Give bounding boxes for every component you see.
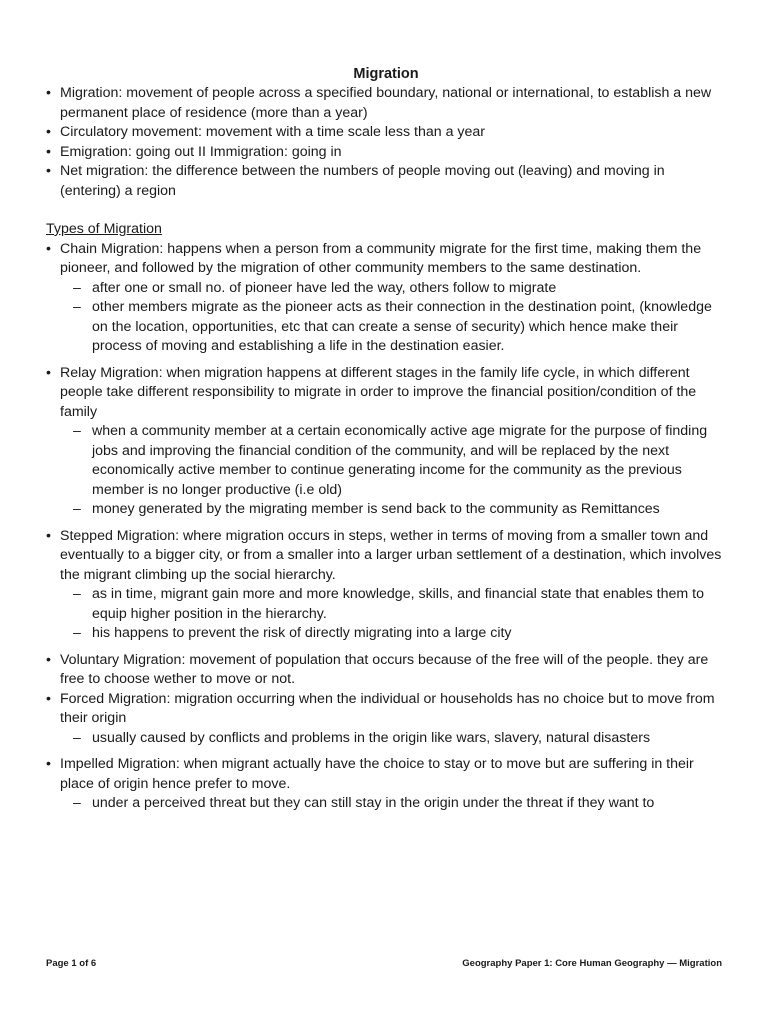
sub-list [60,422,726,520]
sub-list [60,729,726,749]
type-item-relay [46,364,726,520]
intro-item-net-migration: • Net migration: the difference between the numbers of people moving out (leaving) and moving in (entering) a region [46,162,726,201]
types-list [46,240,726,814]
sub-item: – as in time, migrant gain more and more knowledge, skills, and financial state that enables them to equip higher position in the hierarchy. [60,585,726,624]
type-text: Stepped Migration: where migration occurs in steps, wether in terms of moving from a smaller town and eventually to a bigger city, or from a smaller into a larger urban settlement of a destination, which involves the migrant climbing up the social hierarchy. [60,527,722,583]
intro-item-circulatory: • Circulatory movement: movement with a time scale less than a year [46,123,726,143]
intro-item-migration: • Migration: movement of people across a specified boundary, national or international, to establish a new permanent place of residence (more than a year) [46,84,726,123]
intro-list [46,84,726,201]
type-text: Impelled Migration: when migrant actually have the choice to stay or to move but are suffering in their place of origin hence prefer to move. [60,756,694,792]
type-text: Forced Migration: migration occurring when the individual or households has no choice but to move from their origin [60,690,715,726]
sub-list [60,794,726,814]
type-item-chain [46,240,726,357]
sub-item: – after one or small no. of pioneer have led the way, others follow to migrate [60,279,726,299]
sub-item: – money generated by the migrating member is send back to the community as Remittances [60,500,726,520]
sub-list [60,585,726,644]
intro-item-emigration: • Emigration: going out II Immigration: going in [46,143,726,163]
page-title: Migration [353,66,419,82]
type-item-impelled [46,755,726,814]
sub-list [60,279,726,357]
sub-item: – usually caused by conflicts and problems in the origin like wars, slavery, natural disasters [60,729,726,749]
page-number: Page 1 of 6 [46,958,97,969]
type-text: Chain Migration: happens when a person from a community migrate for the first time, making them the pioneer, and followed by the migration of other community members to the same destination. [60,240,702,276]
type-item-voluntary [46,651,726,690]
type-item-stepped [46,527,726,644]
type-text: Voluntary Migration: movement of population that occurs because of the free will of the people. they are free to choose wether to move or not. [60,651,709,687]
footer-course-title: Geography Paper 1: Core Human Geography — Migration [462,958,722,969]
page-content [46,64,726,814]
sub-item: – other members migrate as the pioneer acts as their connection in the destination point, (knowledge on the location, opportunities, etc that can create a sense of security) which hence make their process of moving and establishing a life in the destination easier. [60,298,726,357]
section-heading-types: Types of Migration [46,221,162,237]
sub-item: – his happens to prevent the risk of directly migrating into a large city [60,624,726,644]
type-item-forced [46,690,726,749]
sub-item: – under a perceived threat but they can still stay in the origin under the threat if they want to [60,794,726,814]
sub-item: – when a community member at a certain economically active age migrate for the purpose of finding jobs and improving the financial condition of the community, and will be replaced by the next economically active member to continue generating income for the community as the previous member is no longer productive (i.e old) [60,422,726,500]
type-text: Relay Migration: when migration happens at different stages in the family life cycle, in which different people take different responsibility to migrate in order to improve the financial position/condition of the family [60,364,697,420]
